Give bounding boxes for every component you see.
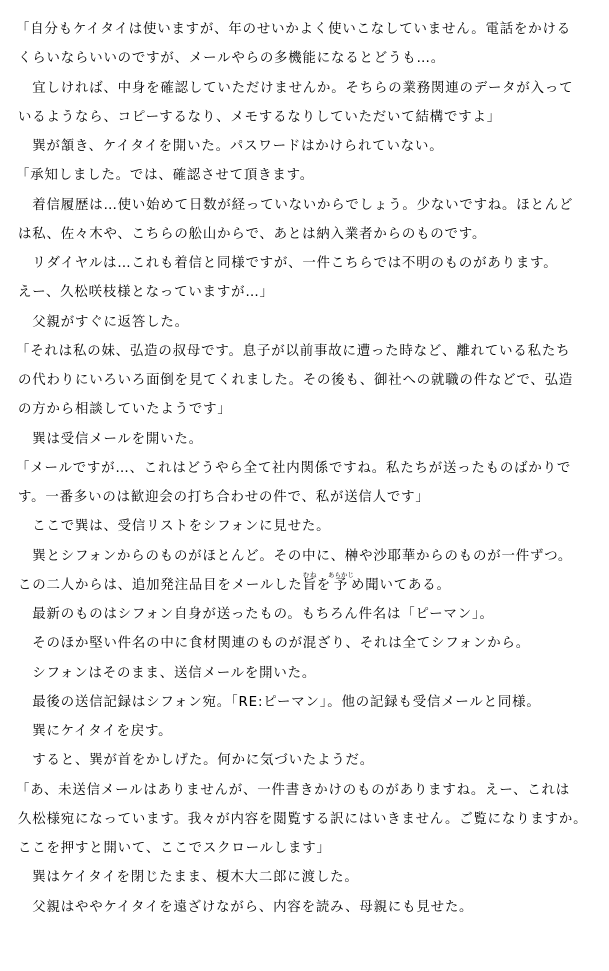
text-line-9: リダイヤルは…これも着信と同様ですが、一件こちらでは不明のものがあります。	[18, 256, 558, 271]
text-line-26: すると、巽が首をかしげた。何かに気づいたようだ。	[18, 753, 375, 769]
text-line-19: 巽とシフォンからのものがほとんど。その中に、榊や沙耶華からのものが一件ずつ。	[18, 548, 573, 564]
text-line-23: シフォンはそのまま、送信メールを開いた。	[18, 665, 317, 681]
ruby-line-before: この二人からは、追加発注品目をメールした	[18, 577, 303, 593]
text-line-16: 「メールですが…、これはどうやら全て社内関係ですね。私たちが送ったものばかりで	[16, 460, 572, 476]
text-line-8: は私、佐々木や、こちらの舩山からで、あとは納入業者からのものです。	[18, 226, 487, 242]
text-line-17: す。一番多いのは歓迎会の打ち合わせの件で、私が送信人です」	[18, 490, 430, 505]
ruby-base-mune: 旨	[302, 577, 317, 593]
ruby-reading-arakaji: あらかじ	[328, 570, 355, 579]
text-line-2: くらいならいいのですが、メールやらの多機能になるとどうも…。	[18, 51, 445, 67]
text-line-30: 巽はケイタイを閉じたまま、榎木大二郎に渡した。	[18, 870, 359, 886]
text-line-13: の代わりにいろいろ面倒を見てくれました。その後も、御社への就職の件などで、弘造	[18, 373, 574, 388]
ruby-mune	[302, 570, 317, 593]
text-line-25: 巽にケイタイを戻す。	[18, 724, 173, 739]
novel-text	[18, 15, 598, 922]
ruby-base-arakaji: 予	[328, 577, 355, 593]
text-line-31: 父親はややケイタイを遠ざけながら、内容を読み、母親にも見せた。	[18, 899, 474, 915]
text-line-3: 宜しければ、中身を確認していただけませんか。そちらの業務関連のデータが入って	[18, 80, 574, 96]
ruby-line-middle: を	[316, 577, 332, 593]
text-line-28: 久松様宛になっています。我々が内容を閲覧する訳にはいきません。ご覧になりますか。	[18, 811, 588, 827]
text-line-1: 「自分もケイタイは使いますが、年のせいかよく使いこなしていません。電話をかける	[16, 22, 571, 37]
text-line-5: 巽が頷き、ケイタイを開いた。パスワードはかけられていない。	[18, 139, 444, 154]
text-line-ruby	[18, 571, 598, 600]
text-line-14: の方から相談していたようです」	[18, 402, 232, 418]
text-line-12: 「それは私の妹、弘造の叔母です。息子が以前事故に遭った時など、離れている私たち	[16, 343, 571, 359]
ruby-arakaji	[328, 570, 355, 593]
text-line-4: いるようなら、コピーするなり、メモするなりしていただいて結構ですよ」	[18, 109, 501, 125]
text-line-18: ここで巽は、受信リストをシフォンに見せた。	[18, 519, 331, 535]
text-line-15: 巽は受信メールを開いた。	[18, 431, 203, 447]
ruby-line-after: め聞いてある。	[351, 577, 451, 593]
text-line-6: 「承知しました。では、確認させて頂きます。	[16, 168, 314, 184]
text-line-11: 父親がすぐに返答した。	[18, 314, 189, 330]
text-line-27: 「あ、未送信メールはありませんが、一件書きかけのものがありますね。えー、これは	[16, 782, 571, 798]
text-line-22: そのほか堅い件名の中に食材関連のものが混ざり、それは全てシフォンから。	[18, 636, 530, 652]
text-line-21: 最新のものはシフォン自身が送ったもの。もちろん件名は「ピーマン」。	[18, 607, 494, 622]
text-line-29: ここを押すと開いて、ここでスクロールします」	[18, 841, 331, 856]
text-line-24: 最後の送信記録はシフォン宛。「RE:ピーマン」。他の記録も受信メールと同様。	[18, 694, 541, 710]
text-line-10: えー、久松咲枝様となっていますが…」	[18, 285, 274, 301]
text-line-7: 着信履歴は…使い始めて日数が経っていないからでしょう。少ないですね。ほとんど	[18, 197, 574, 213]
ruby-reading-mune: むね	[302, 570, 317, 579]
